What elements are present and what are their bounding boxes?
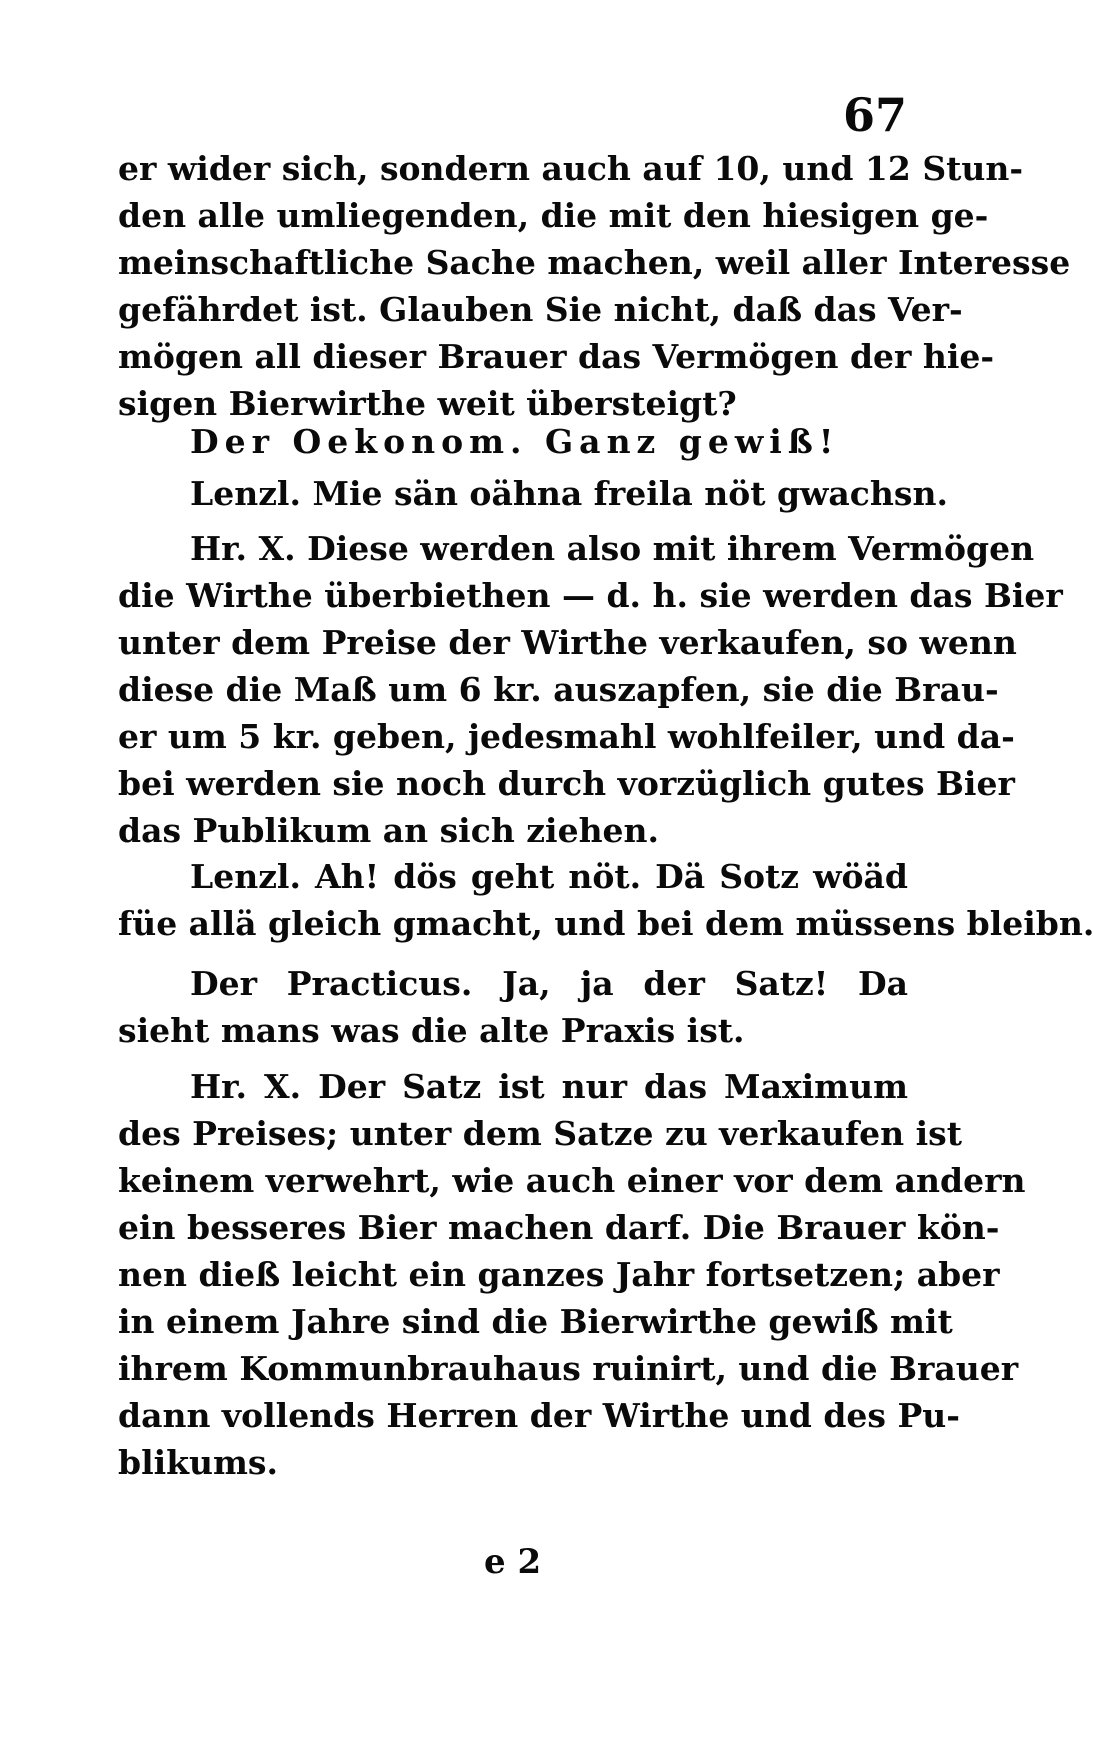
dialogue-hr-x xyxy=(118,525,1063,854)
page-number: 67 xyxy=(843,88,908,142)
text-line: keinem verwehrt, wie auch einer vor dem andern xyxy=(118,1161,1026,1200)
text-line: ein besseres Bier machen darf. Die Brauer kön- xyxy=(118,1208,1000,1247)
dialogue-hr-x xyxy=(118,1063,1026,1486)
text-line: Lenzl. Ah! dös geht nöt. Dä Sotz wöäd xyxy=(190,857,908,896)
text-line: dann vollends Herren der Wirthe und des Pu- xyxy=(118,1396,960,1435)
text-line: füe allä gleich gmacht, und bei dem müssens bleibn. xyxy=(118,904,1094,943)
text-line: er wider sich, sondern auch auf 10, und 12 Stun- xyxy=(118,149,1024,188)
text-line: ihrem Kommunbrauhaus ruinirt, und die Brauer xyxy=(118,1349,1019,1388)
dialogue-oekonom xyxy=(118,418,908,465)
text-line: in einem Jahre sind die Bierwirthe gewiß mit xyxy=(118,1302,953,1341)
text-line: sigen Bierwirthe weit übersteigt? xyxy=(118,384,737,423)
text-line: Lenzl. Mie sän oähna freila nöt gwachsn. xyxy=(190,474,948,513)
text-line: des Preises; unter dem Satze zu verkaufen ist xyxy=(118,1114,962,1153)
text-line: diese die Maß um 6 kr. auszapfen, sie die Brau- xyxy=(118,670,999,709)
text-line: Hr. X. Diese werden also mit ihrem Vermögen xyxy=(190,529,1035,568)
text-line: die Wirthe überbiethen — d. h. sie werden das Bier xyxy=(118,576,1063,615)
text-line: sieht mans was die alte Praxis ist. xyxy=(118,1011,745,1050)
signature-mark: e 2 xyxy=(484,1542,542,1582)
dialogue-lenzl xyxy=(118,853,1094,947)
text-line: nen dieß leicht ein ganzes Jahr fortsetzen; aber xyxy=(118,1255,1000,1294)
text-line: gefährdet ist. Glauben Sie nicht, daß das Ver- xyxy=(118,290,963,329)
text-line: unter dem Preise der Wirthe verkaufen, so wenn xyxy=(118,623,1017,662)
text-line: mögen all dieser Brauer das Vermögen der hie- xyxy=(118,337,995,376)
text-line: Der Oekonom. Ganz gewiß! xyxy=(190,422,840,461)
text-line: Der Practicus. Ja, ja der Satz! Da xyxy=(190,964,908,1003)
text-line: blikums. xyxy=(118,1443,278,1482)
paragraph-continuation xyxy=(118,145,1071,427)
text-line: er um 5 kr. geben, jedesmahl wohlfeiler, und da- xyxy=(118,717,1015,756)
text-line: das Publikum an sich ziehen. xyxy=(118,811,660,850)
text-line: den alle umliegenden, die mit den hiesigen ge- xyxy=(118,196,989,235)
dialogue-lenzl xyxy=(118,470,948,517)
text-line: bei werden sie noch durch vorzüglich gutes Bier xyxy=(118,764,1015,803)
text-line: Hr. X. Der Satz ist nur das Maximum xyxy=(190,1067,908,1106)
text-line: meinschaftliche Sache machen, weil aller Interesse xyxy=(118,243,1071,282)
dialogue-practicus xyxy=(118,960,908,1054)
